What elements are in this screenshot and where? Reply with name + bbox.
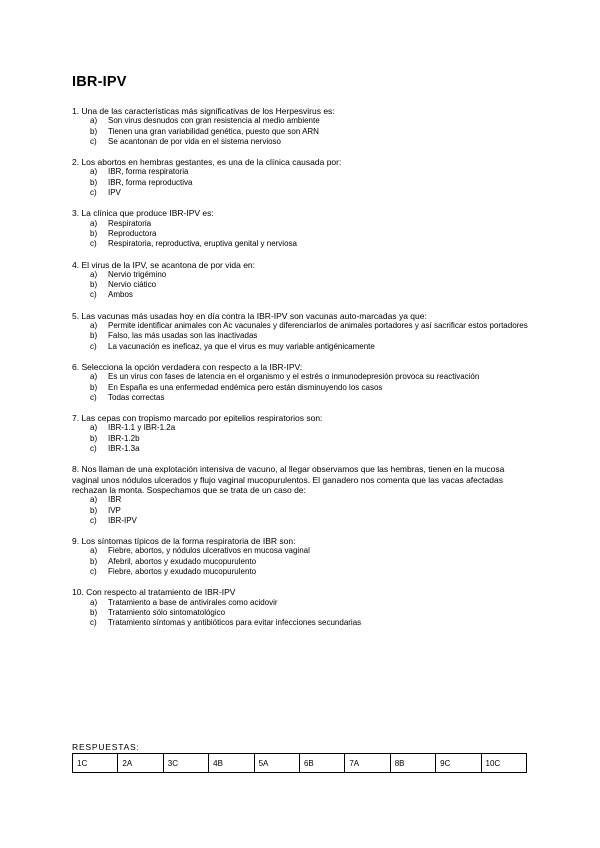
- option-letter: a): [90, 495, 98, 505]
- option-letter: c): [90, 290, 97, 300]
- option-item: [72, 116, 532, 126]
- answer-cell: 3C: [163, 754, 208, 773]
- option-letter: c): [90, 392, 97, 402]
- option-item: [72, 423, 532, 433]
- option-item: [72, 188, 532, 198]
- question-text: 2. Los abortos en hembras gestantes, es una de la clínica causada por:: [72, 157, 342, 168]
- option-item: [72, 290, 532, 300]
- option-letter: c): [90, 618, 97, 628]
- option-letter: b): [90, 126, 98, 136]
- option-item: [72, 546, 532, 556]
- answer-cell: 4B: [209, 754, 254, 773]
- option-item: [72, 444, 532, 454]
- option-item: [72, 506, 532, 516]
- question-text: 9. Los síntomas típicos de la forma respiratoria de IBR son:: [72, 536, 296, 547]
- option-item: [72, 393, 532, 403]
- option-text: Permite identificar animales con Ac vacunales y diferenciarlos de animales portadores y así sacrificar estos portadores: [108, 321, 528, 331]
- option-list: [72, 167, 532, 198]
- option-letter: c): [90, 188, 97, 198]
- option-item: [72, 608, 532, 618]
- option-text: IBR-1.2b: [108, 433, 140, 443]
- option-letter: b): [90, 177, 98, 187]
- option-text: Respiratoria: [108, 218, 152, 228]
- option-item: [72, 229, 532, 239]
- option-letter: c): [90, 341, 97, 351]
- answer-cell: 6B: [299, 754, 344, 773]
- option-text: Se acantonan de por vida en el sistema nervioso: [108, 136, 281, 146]
- question-text: 7. Las cepas con tropismo marcado por epitelios respiratorios son:: [72, 413, 323, 424]
- answer-cell: 10C: [481, 754, 526, 773]
- question-text: 6. Selecciona la opción verdadera con respecto a la IBR-IPV:: [72, 361, 303, 372]
- option-letter: a): [90, 372, 98, 382]
- option-item: [72, 557, 532, 567]
- option-text: Tratamiento síntomas y antibióticos para evitar infecciones secundarias: [108, 618, 362, 628]
- option-letter: a): [90, 167, 98, 177]
- option-text: En España es una enfermedad endémica pero están disminuyendo los casos: [108, 382, 383, 392]
- option-letter: b): [90, 607, 98, 617]
- option-item: [72, 567, 532, 577]
- option-item: [72, 167, 532, 177]
- option-letter: a): [90, 116, 98, 126]
- option-item: [72, 219, 532, 229]
- option-item: [72, 434, 532, 444]
- answer-cell: 8B: [390, 754, 435, 773]
- option-letter: b): [90, 433, 98, 443]
- answer-cell: 1C: [73, 754, 118, 773]
- option-list: [72, 598, 532, 629]
- option-item: [72, 598, 532, 608]
- question-text: 1. Una de las características más significativas de los Herpesvirus es:: [72, 106, 335, 116]
- option-text: IBR, forma reproductiva: [108, 177, 193, 187]
- option-letter: a): [90, 597, 98, 607]
- answers-table: [72, 753, 527, 773]
- option-text: Todas correctas: [108, 392, 165, 402]
- option-letter: a): [90, 218, 98, 228]
- option-text: Nervio ciático: [108, 280, 157, 290]
- option-list: [72, 219, 532, 250]
- option-text: Respiratoria, reproductiva, eruptiva genital y nerviosa: [108, 239, 297, 249]
- option-letter: a): [90, 321, 98, 331]
- option-item: [72, 383, 532, 393]
- option-text: Fiebre, abortos, y nódulos ulcerativos en mucosa vaginal: [108, 546, 310, 556]
- option-letter: a): [90, 269, 98, 279]
- option-text: IPV: [108, 188, 121, 198]
- option-text: Tienen una gran variabilidad genética, puesto que son ARN: [108, 126, 319, 136]
- option-letter: c): [90, 566, 97, 576]
- option-text: La vacunación es ineficaz, ya que el virus es muy variable antigénicamente: [108, 341, 375, 351]
- option-text: Son virus desnudos con gran resistencia al medio ambiente: [108, 116, 320, 126]
- answers-label: RESPUESTAS:: [72, 742, 140, 752]
- question-text: 8. Nos llaman de una explotación intensiva de vacuno, al llegar observamos que las hembras, tienen en la mucosa vaginal unos nódulos ulcerados y flujo vaginal mucopurulentos. El ganadero nos comenta que las vacas afectadas rechazan la monta. Sospechamos que se trata de un caso de:: [72, 464, 505, 495]
- question-list: [72, 106, 532, 628]
- option-text: Tratamiento a base de antivirales como acidovir: [108, 597, 278, 607]
- option-text: Reproductora: [108, 228, 157, 238]
- answers-section: [72, 742, 527, 773]
- option-item: [72, 342, 532, 352]
- option-letter: b): [90, 505, 98, 515]
- answer-cell: 2A: [118, 754, 163, 773]
- answer-cell: 5A: [254, 754, 299, 773]
- option-item: [72, 516, 532, 526]
- option-list: [72, 495, 532, 526]
- option-text: Tratamiento sólo sintomatológico: [108, 607, 226, 617]
- option-letter: a): [90, 423, 98, 433]
- answers-row: [73, 754, 527, 773]
- option-letter: b): [90, 556, 98, 566]
- quiz-page: [72, 74, 532, 638]
- option-item: [72, 495, 532, 505]
- option-letter: b): [90, 382, 98, 392]
- option-item: [72, 270, 532, 280]
- option-letter: c): [90, 136, 97, 146]
- question-6: [72, 362, 532, 403]
- option-text: Falso, las más usadas son las inactivadas: [108, 331, 258, 341]
- option-item: [72, 127, 532, 137]
- question-5: [72, 311, 532, 352]
- option-text: IBR: [108, 495, 122, 505]
- option-letter: c): [90, 239, 97, 249]
- option-list: [72, 270, 532, 301]
- option-text: Es un virus con fases de latencia en el organismo y el estrés o inmunodepresión provoca su reactivación: [108, 372, 480, 382]
- question-7: [72, 413, 532, 454]
- option-list: [72, 116, 532, 147]
- option-text: Ambos: [108, 290, 133, 300]
- option-text: IVP: [108, 505, 121, 515]
- option-item: [72, 280, 532, 290]
- question-text: 3. La clínica que produce IBR-IPV es:: [72, 208, 214, 219]
- option-item: [72, 372, 532, 382]
- option-letter: b): [90, 280, 98, 290]
- option-item: [72, 331, 532, 341]
- option-item: [72, 239, 532, 249]
- option-text: Afebril, abortos y exudado mucopurulento: [108, 556, 257, 566]
- option-letter: b): [90, 331, 98, 341]
- question-4: [72, 260, 532, 301]
- option-list: [72, 321, 532, 352]
- question-text: 4. El virus de la IPV, se acantona de por vida en:: [72, 259, 256, 270]
- option-text: IBR, forma respiratoria: [108, 167, 189, 177]
- question-text: 5. Las vacunas más usadas hoy en día contra la IBR-IPV son vacunas auto-marcadas ya que:: [72, 310, 427, 321]
- question-text: 10. Con respecto al tratamiento de IBR-IPV: [72, 587, 236, 598]
- question-8: [72, 464, 532, 526]
- option-item: [72, 137, 532, 147]
- option-text: Nervio trigémino: [108, 269, 167, 279]
- option-list: [72, 372, 532, 403]
- option-letter: c): [90, 515, 97, 525]
- option-letter: c): [90, 444, 97, 454]
- option-letter: a): [90, 546, 98, 556]
- option-list: [72, 423, 532, 454]
- question-2: [72, 157, 532, 198]
- page-title: IBR-IPV: [72, 74, 127, 90]
- option-item: [72, 178, 532, 188]
- option-letter: b): [90, 228, 98, 238]
- option-item: [72, 618, 532, 628]
- option-list: [72, 546, 532, 577]
- answer-cell: 9C: [436, 754, 481, 773]
- answer-cell: 7A: [345, 754, 390, 773]
- question-3: [72, 208, 532, 249]
- option-text: IBR-1.1 y IBR-1.2a: [108, 423, 176, 433]
- option-text: IBR-1.3a: [108, 444, 140, 454]
- question-10: [72, 587, 532, 628]
- option-text: IBR-IPV: [108, 515, 137, 525]
- option-item: [72, 321, 532, 331]
- question-1: [72, 106, 532, 147]
- question-9: [72, 536, 532, 577]
- option-text: Fiebre, abortos y exudado mucopurulento: [108, 566, 257, 576]
